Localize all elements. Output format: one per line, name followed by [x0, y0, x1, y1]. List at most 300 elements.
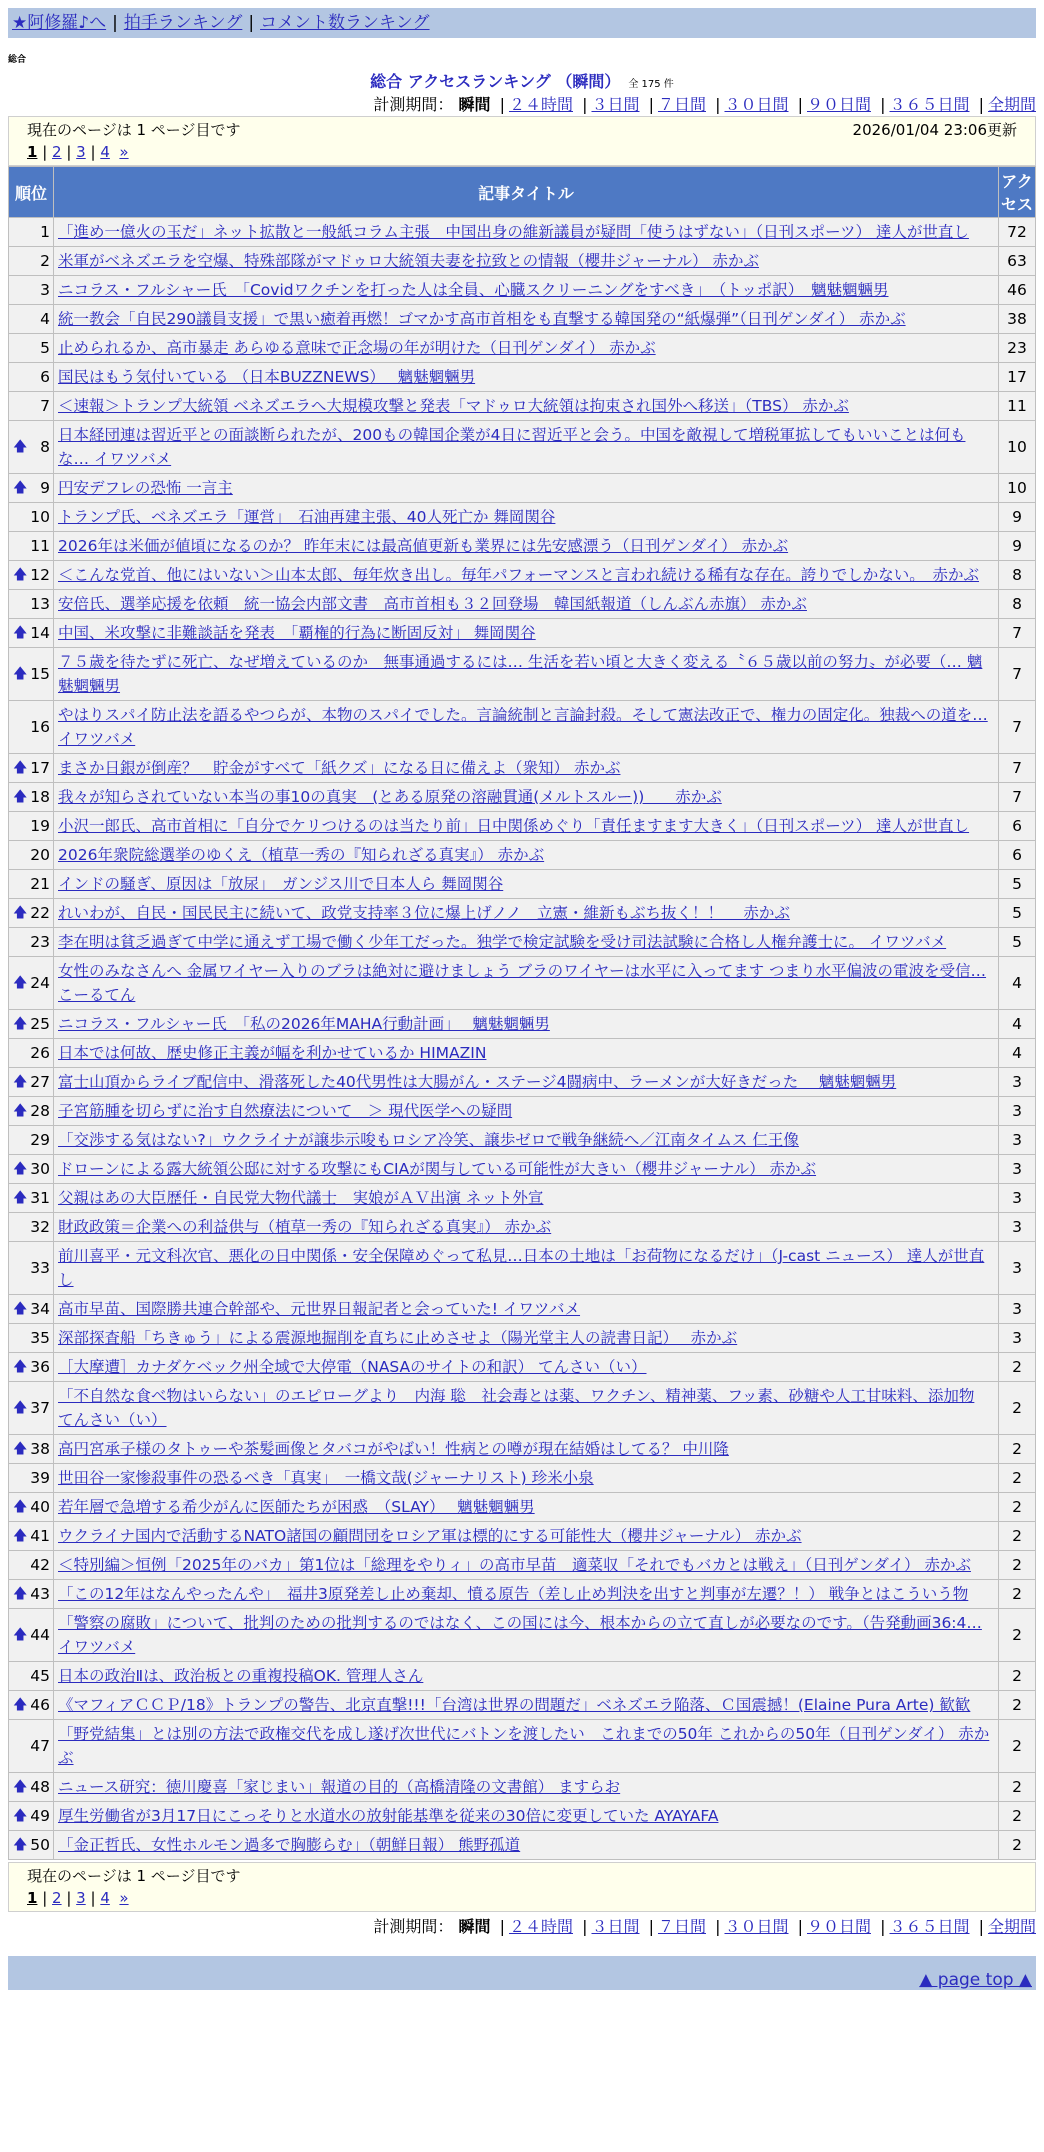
rank-cell — [9, 1831, 53, 1859]
period-link-90d[interactable]: ９０日間 — [806, 95, 871, 114]
table-row — [9, 1720, 1035, 1772]
title-cell — [54, 1184, 998, 1212]
article-title-link[interactable]: ニコラス・フルシャー氏 「私の2026年MAHA行動計画」 魑魅魍魎男 — [58, 1015, 550, 1033]
article-title-link[interactable]: 女性のみなさんへ 金属ワイヤー入りのブラは絶対に避けましょう ブラのワイヤーは水平に入ってます つまり水平偏波の電波を受信… こーるてん — [58, 962, 987, 1004]
article-title-link[interactable]: ドローンによる露大統領公邸に対する攻撃にもCIAが関与している可能性が大きい（櫻井ジャーナル） 赤かぶ — [58, 1160, 817, 1178]
table-row — [9, 619, 1035, 647]
pager-link-3[interactable]: 3 — [76, 1889, 86, 1907]
rank-cell — [9, 1662, 53, 1690]
title-cell — [54, 363, 998, 391]
access-count: 2 — [999, 1831, 1035, 1859]
header-title: 記事タイトル — [54, 167, 998, 217]
title-cell — [54, 1609, 998, 1661]
table-row — [9, 1039, 1035, 1067]
access-count: 10 — [999, 474, 1035, 502]
pager-link-4[interactable]: 4 — [100, 1889, 110, 1907]
rank-number: 16 — [30, 718, 50, 736]
period-current: 瞬間 — [458, 95, 491, 114]
rank-number: 40 — [30, 1498, 50, 1516]
up-arrow-icon: 🡅 — [13, 789, 28, 805]
title-cell — [54, 957, 998, 1009]
title-cell — [54, 1831, 998, 1859]
table-row — [9, 870, 1035, 898]
article-title-link[interactable]: 子宮筋腫を切らずに治す自然療法について ＞ 現代医学への疑問 — [58, 1102, 513, 1120]
pager-bottom: 1 | 2 | 3 | 4 » — [27, 1889, 129, 1907]
title-cell — [54, 1802, 998, 1830]
up-arrow-icon: 🡅 — [13, 439, 28, 455]
article-title-link[interactable]: インドの騒ぎ、原因は「放尿」 ガンジス川で日本人ら 舞岡関谷 — [58, 875, 504, 893]
article-title-link[interactable]: ［大摩遭］カナダケベック州全域で大停電（NASAのサイトの和訳） てんさい（い） — [58, 1358, 647, 1376]
article-title-link[interactable]: 若年層で急増する希少がんに医師たちが困惑 （SLAY） 魑魅魍魎男 — [58, 1498, 535, 1516]
rank-number: 33 — [30, 1259, 50, 1277]
article-title-link[interactable]: 2026年は米価が値頃になるのか？ 昨年末には最高値更新も業界には先安感漂う（日刊ゲンダイ） 赤かぶ — [58, 537, 789, 555]
title-cell — [54, 701, 998, 753]
access-count: 2 — [999, 1609, 1035, 1661]
period-link-30d[interactable]: ３０日間 — [724, 95, 789, 114]
title-cell — [54, 1295, 998, 1323]
access-count: 7 — [999, 619, 1035, 647]
rank-number: 14 — [30, 624, 50, 642]
title-cell — [54, 1435, 998, 1463]
table-row — [9, 1773, 1035, 1801]
rank-cell — [9, 1720, 53, 1772]
rank-cell — [9, 1155, 53, 1183]
access-count: 46 — [999, 276, 1035, 304]
article-title-link[interactable]: 国民はもう気付いている （日本BUZZNEWS） 魑魅魍魎男 — [58, 368, 476, 386]
up-arrow-icon: 🡅 — [13, 1400, 28, 1416]
up-arrow-icon: 🡅 — [13, 1499, 28, 1515]
rank-cell — [9, 812, 53, 840]
article-title-link[interactable]: 厚生労働省が3月17日にこっそりと水道水の放射能基準を従来の30倍に変更していた AYAYAFA — [58, 1807, 719, 1825]
access-count: 2 — [999, 1580, 1035, 1608]
article-title-link[interactable]: 止められるか、高市暴走 あらゆる意味で正念場の年が明けた（日刊ゲンダイ） 赤かぶ — [58, 339, 656, 357]
period-link-24h[interactable]: ２４時間 — [508, 95, 573, 114]
pager-link-2[interactable]: 2 — [52, 1889, 62, 1907]
access-count: 6 — [999, 812, 1035, 840]
rank-cell — [9, 392, 53, 420]
separator: | — [112, 13, 118, 33]
table-row — [9, 812, 1035, 840]
table-row — [9, 1802, 1035, 1830]
table-row — [9, 1609, 1035, 1661]
table-row — [9, 1580, 1035, 1608]
access-count: 10 — [999, 421, 1035, 473]
table-row — [9, 392, 1035, 420]
article-title-link[interactable]: 安倍氏、選挙応援を依頼 統一協会内部文書 高市首相も３２回登場 韓国紙報道（しんぶん赤旗） 赤かぶ — [58, 595, 807, 613]
access-count: 2 — [999, 1691, 1035, 1719]
article-title-link[interactable]: 「この12年はなんやったんや」 福井3原発差し止め棄却、憤る原告（差し止め判決を出すと判事が左遷？！） 戦争とはこういう物 — [58, 1585, 969, 1603]
rank-cell — [9, 1493, 53, 1521]
article-title-link[interactable]: 中国、米攻撃に非難談話を発表 「覇権的行為に断固反対」 舞岡関谷 — [58, 624, 536, 642]
title-cell — [54, 305, 998, 333]
rank-cell — [9, 1010, 53, 1038]
table-row — [9, 247, 1035, 275]
pager-link-3[interactable]: 3 — [76, 143, 86, 161]
rank-number: 41 — [30, 1527, 50, 1545]
up-arrow-icon: 🡅 — [13, 1586, 28, 1602]
period-link-30d[interactable]: ３０日間 — [724, 1917, 789, 1936]
access-count: 4 — [999, 1039, 1035, 1067]
pager-link-2[interactable]: 2 — [52, 143, 62, 161]
rank-number: 49 — [30, 1807, 50, 1825]
rank-number: 18 — [30, 788, 50, 806]
title-cell — [54, 1039, 998, 1067]
rank-cell — [9, 503, 53, 531]
current-page-text: 現在のページは 1 ページ目です — [27, 121, 241, 139]
pager-current: 1 — [27, 1889, 38, 1907]
table-row — [9, 561, 1035, 589]
article-title-link[interactable]: ＜こんな党首、他にはいない＞山本太郎、毎年炊き出し。毎年パフォーマンスと言われ続ける稀有な存在。誇りでしかない。 赤かぶ — [58, 566, 980, 584]
article-title-link[interactable]: 《マフィアＣＣＰ/18》トランプの警告、北京直撃!!!「台湾は世界の問題だ」ベネズエラ陥落、Ｃ国震撼！(Elaine Pura Arte) 歓歓 — [58, 1696, 971, 1714]
article-title-link[interactable]: ウクライナ国内で活動するNATO諸国の顧問団をロシア軍は標的にする可能性大（櫻井ジャーナル） 赤かぶ — [58, 1527, 802, 1545]
table-row — [9, 1691, 1035, 1719]
updated-timestamp: 2026/01/04 23:06更新 — [852, 121, 1017, 139]
table-row — [9, 701, 1035, 753]
title-cell — [54, 928, 998, 956]
up-arrow-icon: 🡅 — [13, 1808, 28, 1824]
page-top-link[interactable]: ▲ page top ▲ — [919, 1970, 1032, 1990]
rank-number: 15 — [30, 665, 50, 683]
period-selector-bottom: 計測期間： 瞬間 | ２４時間 | ３日間 | ７日間 | ３０日間 | ９０日間 | ３６５日間 | 全期間 — [373, 1917, 1036, 1936]
article-title-link[interactable]: ニコラス・フルシャー氏 「Covidワクチンを打った人は全員、心臓スクリーニングをすべき」 （トッポ訳） 魑魅魍魎男 — [58, 281, 889, 299]
rank-cell — [9, 899, 53, 927]
rank-number: 20 — [30, 846, 50, 864]
article-title-link[interactable]: 世田谷一家惨殺事件の恐るべき「真実」 一橋文哉(ジャーナリスト) 珍米小泉 — [58, 1469, 594, 1487]
table-row — [9, 1435, 1035, 1463]
period-link-7d[interactable]: ７日間 — [657, 1917, 706, 1936]
access-count: 7 — [999, 783, 1035, 811]
rank-cell — [9, 1382, 53, 1434]
up-arrow-icon: 🡅 — [13, 1016, 28, 1032]
title-cell — [54, 648, 998, 700]
table-row — [9, 754, 1035, 782]
access-count: 2 — [999, 1382, 1035, 1434]
rank-number: 13 — [30, 595, 50, 613]
rank-number: 26 — [30, 1044, 50, 1062]
article-title-link[interactable]: やはりスパイ防止法を語るやつらが、本物のスパイでした。言論統制と言論封殺。そして憲法改正で、権力の固定化。独裁への道を… イワツバメ — [58, 706, 988, 748]
article-title-link[interactable]: 円安デフレの恐怖 一言主 — [58, 479, 233, 497]
access-count: 5 — [999, 899, 1035, 927]
period-selector-top: 計測期間： 瞬間 | ２４時間 | ３日間 | ７日間 | ３０日間 | ９０日間 | ３６５日間 | 全期間 — [373, 95, 1036, 114]
access-count: 23 — [999, 334, 1035, 362]
period-label: 計測期間： — [373, 95, 454, 114]
title-cell — [54, 1155, 998, 1183]
up-arrow-icon: 🡅 — [13, 1441, 28, 1457]
rank-cell — [9, 561, 53, 589]
rank-cell — [9, 841, 53, 869]
up-arrow-icon: 🡅 — [13, 567, 28, 583]
article-title-link[interactable]: 小沢一郎氏、高市首相に「自分でケリつけるのは当たり前」日中関係めぐり「責任ますます大きく」（日刊スポーツ） 達人が世直し — [58, 817, 970, 835]
rank-number: 34 — [30, 1300, 50, 1318]
access-count: 63 — [999, 247, 1035, 275]
separator: | — [248, 13, 255, 33]
up-arrow-icon: 🡅 — [13, 1837, 28, 1853]
rank-number: 47 — [30, 1737, 50, 1755]
table-row — [9, 783, 1035, 811]
article-title-link[interactable]: 高円宮承子様のタトゥーや茶髪画像とタバコがやばい！性病との噂が現在結婚はしてる？ 中川隆 — [58, 1440, 729, 1458]
period-current: 瞬間 — [458, 1917, 491, 1936]
article-title-link[interactable]: ７５歳を待たずに死亡、なぜ増えているのか 無事通過するには… 生活を若い頃と大きく変える〝６５歳以前の努力〟が必要（… 魑魅魍魎男 — [58, 653, 983, 695]
article-title-link[interactable]: トランプ氏、ベネズエラ「運営」 石油再建主張、40人死亡か 舞岡関谷 — [58, 508, 556, 526]
article-title-link[interactable]: 「交渉する気はない?」ウクライナが譲歩示唆もロシア冷笑、譲歩ゼロで戦争継続へ／江南タイムス 仁王像 — [58, 1131, 799, 1149]
up-arrow-icon: 🡅 — [13, 1627, 28, 1643]
access-count: 2 — [999, 1802, 1035, 1830]
article-title-link[interactable]: 日本の政治Ⅱは、政治板との重複投稿OK. 管理人さん — [58, 1667, 424, 1685]
title-cell — [54, 1580, 998, 1608]
rank-number: 50 — [30, 1836, 50, 1854]
rank-number: 23 — [30, 933, 50, 951]
rank-cell — [9, 1213, 53, 1241]
rank-cell — [9, 1353, 53, 1381]
rank-cell — [9, 1580, 53, 1608]
page — [8, 0, 1036, 1990]
title-cell — [54, 218, 998, 246]
table-row — [9, 1662, 1035, 1690]
table-row — [9, 1097, 1035, 1125]
rank-cell — [9, 1126, 53, 1154]
rank-number: 24 — [30, 974, 50, 992]
table-row — [9, 841, 1035, 869]
table-row — [9, 1068, 1035, 1096]
current-page-text: 現在のページは 1 ページ目です — [27, 1867, 241, 1885]
article-title-link[interactable]: ＜特別編＞恒例「2025年のバカ」第1位は「総理をやりィ」の高市早苗 適菜収「それでもバカとは戦え」（日刊ゲンダイ） 赤かぶ — [58, 1556, 971, 1574]
table-row — [9, 648, 1035, 700]
rank-number: 1 — [40, 223, 50, 241]
access-count: 6 — [999, 841, 1035, 869]
table-row — [9, 334, 1035, 362]
rank-number: 38 — [30, 1440, 50, 1458]
table-row — [9, 1831, 1035, 1859]
period-link-3d[interactable]: ３日間 — [591, 1917, 640, 1936]
up-arrow-icon: 🡅 — [13, 760, 28, 776]
article-title-link[interactable]: 「警察の腐敗」について、批判のための批判するのではなく、この国には今、根本からの立て直しが必要なのです。（告発動画36:4… イワツバメ — [58, 1614, 982, 1656]
access-count: 2 — [999, 1662, 1035, 1690]
ranking-table — [8, 166, 1036, 1860]
rank-cell — [9, 957, 53, 1009]
rank-number: 4 — [40, 310, 50, 328]
rank-cell — [9, 1464, 53, 1492]
title-cell — [54, 1242, 998, 1294]
table-row — [9, 928, 1035, 956]
rank-number: 32 — [30, 1218, 50, 1236]
rank-number: 28 — [30, 1102, 50, 1120]
access-count: 3 — [999, 1295, 1035, 1323]
table-row — [9, 503, 1035, 531]
table-row — [9, 1213, 1035, 1241]
pager-link-4[interactable]: 4 — [100, 143, 110, 161]
up-arrow-icon: 🡅 — [13, 666, 28, 682]
article-title-link[interactable]: 富士山頂からライブ配信中、滑落死した40代男性は大腸がん・ステージ4闘病中、ラーメンが大好きだった 魑魅魍魎男 — [58, 1073, 897, 1091]
article-title-link[interactable]: 「進め一億火の玉だ」ネット拡散と一般紙コラム主張 中国出身の維新議員が疑問「使うはずない」（日刊スポーツ） 達人が世直し — [58, 223, 969, 241]
rank-number: 19 — [30, 817, 50, 835]
rank-number: 17 — [30, 759, 50, 777]
home-link[interactable]: ★阿修羅♪へ — [12, 13, 107, 33]
title-cell — [54, 1382, 998, 1434]
table-row — [9, 421, 1035, 473]
rank-cell — [9, 1242, 53, 1294]
article-title-link[interactable]: 深部探査船「ちきゅう」による震源地掘削を直ちに止めさせよ（陽光堂主人の読書日記） 赤かぶ — [58, 1329, 738, 1347]
title-cell — [54, 841, 998, 869]
article-title-link[interactable]: 2026年衆院総選挙のゆくえ（植草一秀の『知られざる真実』） 赤かぶ — [58, 846, 545, 864]
title-cell — [54, 1522, 998, 1550]
rank-number: 43 — [30, 1585, 50, 1603]
access-count: 3 — [999, 1155, 1035, 1183]
article-title-link[interactable]: ニュース研究：徳川慶喜「家じまい」報道の目的（高橋清隆の文書館） ますらお — [58, 1778, 621, 1796]
table-row — [9, 1522, 1035, 1550]
article-title-link[interactable]: 李在明は貧乏過ぎて中学に通えず工場で働く少年工だった。独学で検定試験を受け司法試験に合格し人権弁護士に。 イワツバメ — [58, 933, 947, 951]
period-link-365d[interactable]: ３６５日間 — [889, 95, 970, 114]
access-count: 3 — [999, 1068, 1035, 1096]
title-cell — [54, 1353, 998, 1381]
table-row — [9, 1155, 1035, 1183]
table-row — [9, 1353, 1035, 1381]
access-count: 2 — [999, 1551, 1035, 1579]
table-row — [9, 1126, 1035, 1154]
title-cell — [54, 1010, 998, 1038]
article-title-link[interactable]: 米軍がベネズエラを空爆、特殊部隊がマドゥロ大統領夫妻を拉致との情報（櫻井ジャーナル） 赤かぶ — [58, 252, 759, 270]
table-row — [9, 1010, 1035, 1038]
rank-number: 31 — [30, 1189, 50, 1207]
up-arrow-icon: 🡅 — [13, 1161, 28, 1177]
period-link-365d[interactable]: ３６５日間 — [889, 1917, 970, 1936]
access-count: 7 — [999, 648, 1035, 700]
rank-number: 7 — [40, 397, 50, 415]
clap-ranking-link[interactable]: 拍手ランキング — [123, 13, 243, 33]
table-row — [9, 1184, 1035, 1212]
table-header-row — [9, 167, 1035, 217]
top-nav-bar — [8, 8, 1036, 38]
table-row — [9, 1464, 1035, 1492]
rank-number: 12 — [30, 566, 50, 584]
title-cell — [54, 1126, 998, 1154]
table-row — [9, 1551, 1035, 1579]
title-cell — [54, 899, 998, 927]
access-count: 9 — [999, 532, 1035, 560]
period-link-24h[interactable]: ２４時間 — [508, 1917, 573, 1936]
title-cell — [54, 532, 998, 560]
rank-number: 39 — [30, 1469, 50, 1487]
title-cell — [54, 421, 998, 473]
table-row — [9, 363, 1035, 391]
access-count: 8 — [999, 590, 1035, 618]
rank-number: 45 — [30, 1667, 50, 1685]
page-info-bottom — [8, 1862, 1036, 1912]
access-count: 3 — [999, 1324, 1035, 1352]
article-title-link[interactable]: ＜速報＞トランプ大統領 ベネズエラへ大規模攻撃と発表「マドゥロ大統領は拘束され国外へ移送」（TBS） 赤かぶ — [58, 397, 849, 415]
article-title-link[interactable]: 日本経団連は習近平との面談断られたが、200もの韓国企業が4日に習近平と会う。中国を敵視して増税軍拡してもいいことは何もな… イワツバメ — [58, 426, 966, 468]
access-count: 7 — [999, 754, 1035, 782]
access-count: 2 — [999, 1353, 1035, 1381]
period-link-all[interactable]: 全期間 — [987, 1917, 1036, 1936]
up-arrow-icon: 🡅 — [13, 1074, 28, 1090]
article-title-link[interactable]: 前川喜平・元文科次官、悪化の日中関係・安全保障めぐって私見…日本の土地は「お荷物になるだけ」（J-cast ニュース） 達人が世直し — [58, 1247, 985, 1289]
title-cell — [54, 1464, 998, 1492]
table-row — [9, 532, 1035, 560]
article-title-link[interactable]: 統一教会「自民290議員支援」で黒い癒着再燃！ゴマかす高市首相をも直撃する韓国発の“紙爆弾”（日刊ゲンダイ） 赤かぶ — [58, 310, 906, 328]
title-cell — [54, 590, 998, 618]
rank-number: 29 — [30, 1131, 50, 1149]
pager-next[interactable]: » — [119, 1889, 129, 1907]
period-link-7d[interactable]: ７日間 — [657, 95, 706, 114]
title-cell — [54, 503, 998, 531]
rank-number: 9 — [40, 479, 50, 497]
access-count: 11 — [999, 392, 1035, 420]
access-count: 38 — [999, 305, 1035, 333]
section-label: 総合 — [8, 55, 27, 65]
rank-cell — [9, 928, 53, 956]
article-title-link[interactable]: 我々が知らされていない本当の事10の真実 (とある原発の溶融貫通(メルトスルー)) 赤かぶ — [58, 788, 722, 806]
article-title-link[interactable]: 父親はあの大臣歴任・自民党大物代議士 実娘がＡＶ出演 ネット外宣 — [58, 1189, 544, 1207]
rank-cell — [9, 1097, 53, 1125]
rank-cell — [9, 218, 53, 246]
title-cell — [54, 754, 998, 782]
rank-cell — [9, 1773, 53, 1801]
up-arrow-icon: 🡅 — [13, 1301, 28, 1317]
rank-cell — [9, 590, 53, 618]
rank-number: 42 — [30, 1556, 50, 1574]
rank-number: 5 — [40, 339, 50, 357]
period-link-90d[interactable]: ９０日間 — [806, 1917, 871, 1936]
access-count: 3 — [999, 1126, 1035, 1154]
title-cell — [54, 334, 998, 362]
rank-cell — [9, 754, 53, 782]
pager-current: 1 — [27, 143, 38, 161]
table-row — [9, 276, 1035, 304]
title-cell — [54, 1068, 998, 1096]
rank-cell — [9, 421, 53, 473]
period-link-all[interactable]: 全期間 — [987, 95, 1036, 114]
article-title-link[interactable]: 財政政策＝企業への利益供与（植草一秀の『知られざる真実』） 赤かぶ — [58, 1218, 552, 1236]
up-arrow-icon: 🡅 — [13, 975, 28, 991]
title-cell — [54, 870, 998, 898]
up-arrow-icon: 🡅 — [13, 1697, 28, 1713]
rank-number: 36 — [30, 1358, 50, 1376]
ranking-table-body — [9, 218, 1035, 1859]
article-title-link[interactable]: 日本では何故、歴史修正主義が幅を利かせているか HIMAZIN — [58, 1044, 487, 1062]
article-title-link[interactable]: まさか日銀が倒産？ 貯金がすべて「紙クズ」になる日に備えよ（衆知） 赤かぶ — [58, 759, 621, 777]
rank-cell — [9, 1802, 53, 1830]
title-cell — [54, 1773, 998, 1801]
comment-ranking-link[interactable]: コメント数ランキング — [260, 13, 430, 33]
rank-number: 48 — [30, 1778, 50, 1796]
rank-cell — [9, 1609, 53, 1661]
article-title-link[interactable]: れいわが、自民・国民民主に続いて、政党支持率３位に爆上げノノ 立憲・維新もぶち抜く！！ 赤かぶ — [58, 904, 790, 922]
article-title-link[interactable]: 「金正哲氏、女性ホルモン過多で胸膨らむ」（朝鮮日報） 熊野孤道 — [58, 1836, 521, 1854]
rank-number: 35 — [30, 1329, 50, 1347]
title-cell — [54, 1720, 998, 1772]
table-row — [9, 1324, 1035, 1352]
access-count: 3 — [999, 1242, 1035, 1294]
period-link-3d[interactable]: ３日間 — [591, 95, 640, 114]
rank-cell — [9, 363, 53, 391]
access-count: 4 — [999, 957, 1035, 1009]
access-count: 17 — [999, 363, 1035, 391]
access-count: 2 — [999, 1522, 1035, 1550]
rank-number: 3 — [40, 281, 50, 299]
title-cell — [54, 619, 998, 647]
article-title-link[interactable]: 「不自然な食べ物はいらない」のエピローグより 内海 聡 社会毒とは薬、ワクチン、精神薬、フッ素、砂糖や人工甘味料、添加物 てんさい（い） — [58, 1387, 975, 1429]
title-cell — [54, 1493, 998, 1521]
pager-next[interactable]: » — [119, 143, 129, 161]
rank-cell — [9, 334, 53, 362]
title-cell — [54, 812, 998, 840]
table-row — [9, 218, 1035, 246]
article-title-link[interactable]: 「野党結集」とは別の方法で政権交代を成し遂げ次世代にバトンを渡したい これまでの50年 これからの50年（日刊ゲンダイ） 赤かぶ — [58, 1725, 990, 1767]
access-count: 3 — [999, 1184, 1035, 1212]
rank-cell — [9, 701, 53, 753]
table-row — [9, 957, 1035, 1009]
article-title-link[interactable]: 高市早苗、国際勝共連合幹部や、元世界日報記者と会っていた! イワツバメ — [58, 1300, 581, 1318]
